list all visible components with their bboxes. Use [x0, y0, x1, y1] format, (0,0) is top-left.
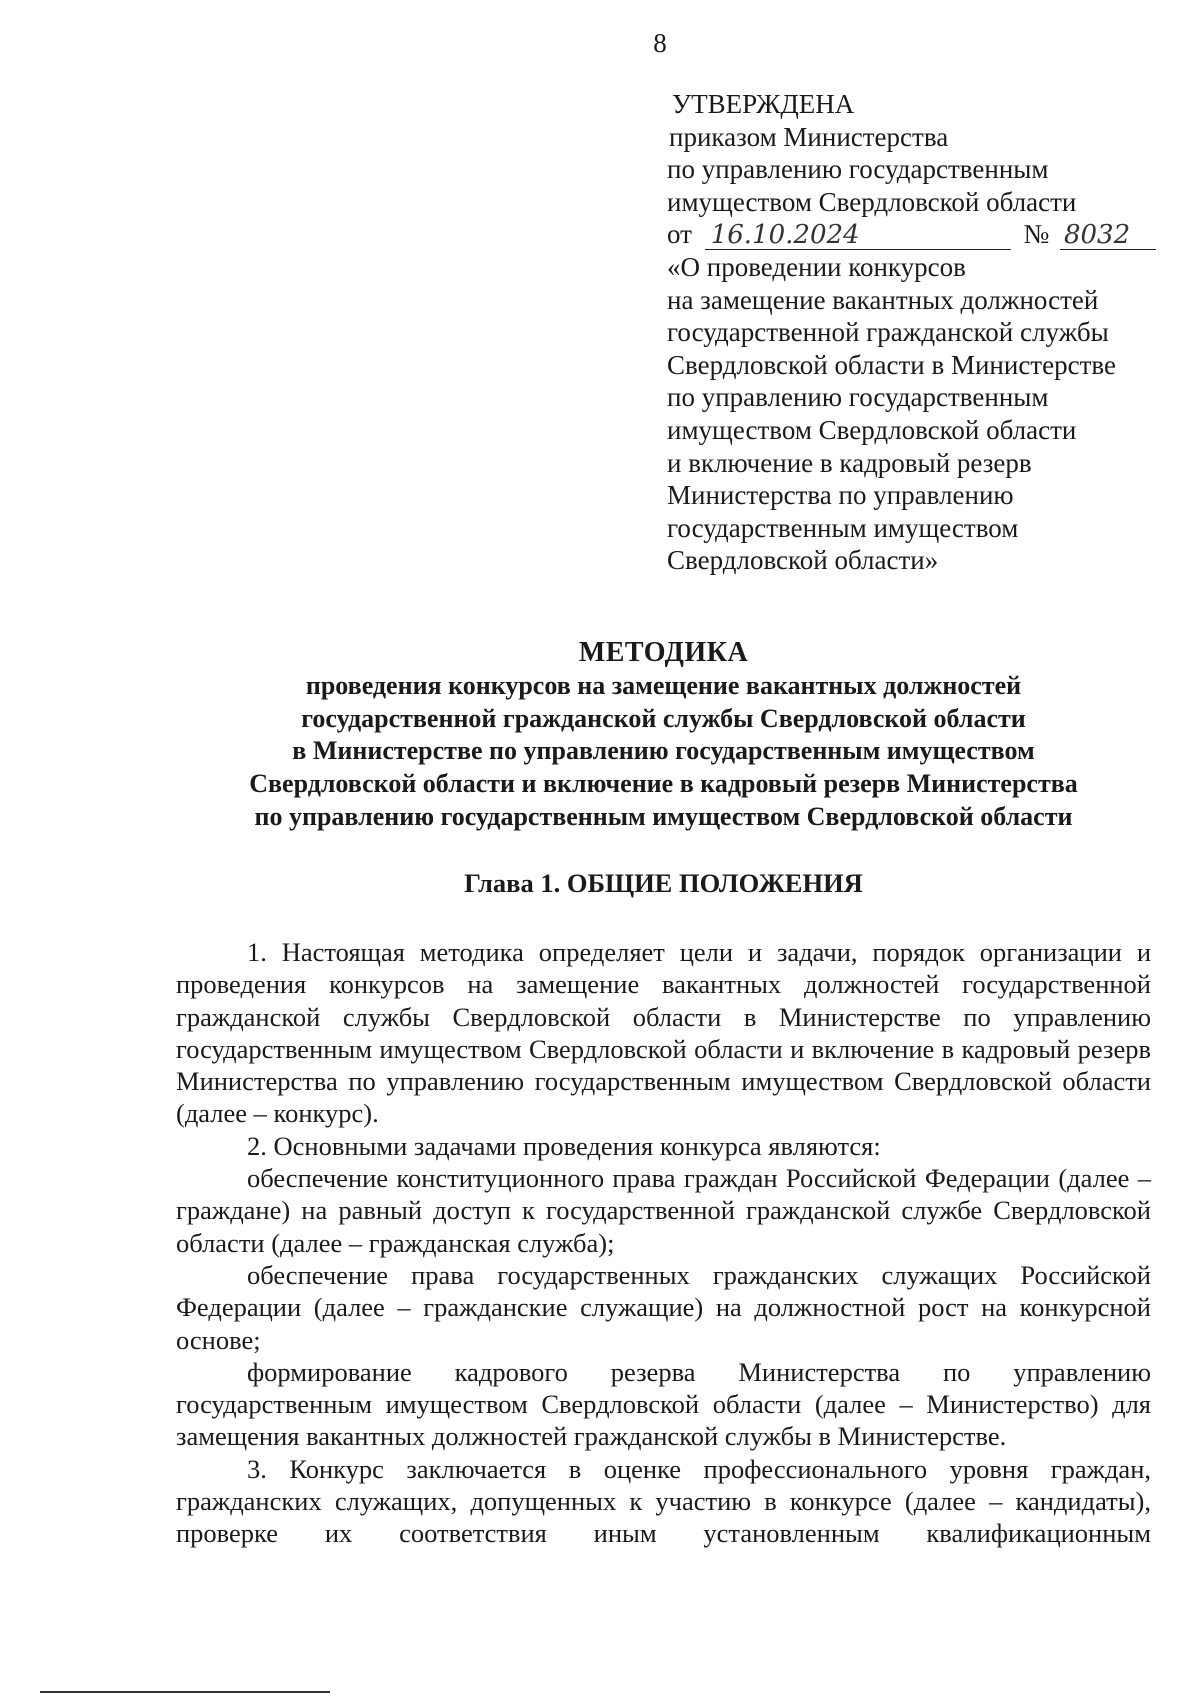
handwritten-date: 16.10.2024 [705, 221, 1011, 250]
approval-line: Свердловской области в Министерстве [667, 349, 1116, 380]
from-label: от [667, 219, 692, 250]
page-number: 8 [653, 28, 667, 58]
approval-line: имуществом Свердловской области [667, 186, 1077, 217]
approval-line: имуществом Свердловской области [667, 414, 1077, 445]
approval-heading: УТВЕРЖДЕНА [672, 89, 855, 119]
approval-line: Свердловской области» [667, 545, 939, 576]
approval-line: «О проведении конкурсов [667, 251, 966, 282]
footer-divider [40, 1691, 330, 1693]
document-title-block [176, 636, 1151, 834]
subtitle-line: по управлению государственным имуществом Свердловской области [254, 801, 1073, 831]
approval-line: приказом Министерства [669, 121, 949, 152]
subtitle-line: проведения конкурсов на замещение вакантных должностей [305, 671, 1022, 700]
chapter-heading: Глава 1. ОБЩИЕ ПОЛОЖЕНИЯ [464, 868, 863, 898]
approval-line: Министерства по управлению [667, 480, 1014, 511]
approval-line: государственным имуществом [667, 512, 1019, 543]
approval-line: и включение в кадровый резерв [667, 447, 1032, 478]
subtitle-line: государственной гражданской службы Свердловской области [301, 703, 1026, 733]
paragraph: 3. Конкурс заключается в оценке профессионального уровня граждан, гражданских служащих, допущенных к участию в конкурсе (далее – кандидаты), проверке их соответствия иным установленным квалификационным [176, 1453, 1151, 1549]
approval-line: по управлению государственным [667, 382, 1049, 413]
document-body [176, 936, 1151, 1550]
paragraph: формирование кадрового резерва Министерства по управлению государственным имуществом Свердловской области (далее – Министерство) для замещения вакантных должностей гражданской службы в Министерстве. [176, 1356, 1151, 1452]
order-date-number-line [667, 218, 1167, 251]
approval-line: на замещение вакантных должностей [667, 284, 1099, 315]
approval-line: государственной гражданской службы [667, 317, 1109, 348]
subtitle-line: Свердловской области и включение в кадровый резерв Министерства [249, 769, 1078, 799]
number-label: № [1023, 219, 1050, 250]
paragraph: обеспечение конституционного права граждан Российской Федерации (далее – граждане) на равный доступ к государственной гражданской службе Свердловской области (далее – гражданская служба); [176, 1163, 1151, 1258]
subtitle-line: в Министерстве по управлению государственным имуществом [292, 736, 1035, 766]
approval-stamp-block [667, 88, 1167, 577]
approval-line: по управлению государственным [667, 154, 1049, 185]
paragraph: 1. Настоящая методика определяет цели и задачи, порядок организации и проведения конкурсов на замещение вакантных должностей государственной гражданской службы Свердловской области в Министерстве по управлению государственным имуществом Свердловской области и включение в кадровый резерв Министерства по управлению государственным имуществом Свердловской области (далее – конкурс). [176, 937, 1151, 1129]
document-title: МЕТОДИКА [578, 637, 749, 668]
paragraph: обеспечение права государственных гражданских служащих Российской Федерации (далее – гражданские служащие) на должностной рост на конкурсной основе; [176, 1259, 1151, 1355]
handwritten-order-number: 8032 [1060, 221, 1156, 250]
paragraph: 2. Основными задачами проведения конкурса являются: [247, 1130, 881, 1161]
document-subtitle [176, 670, 1151, 834]
